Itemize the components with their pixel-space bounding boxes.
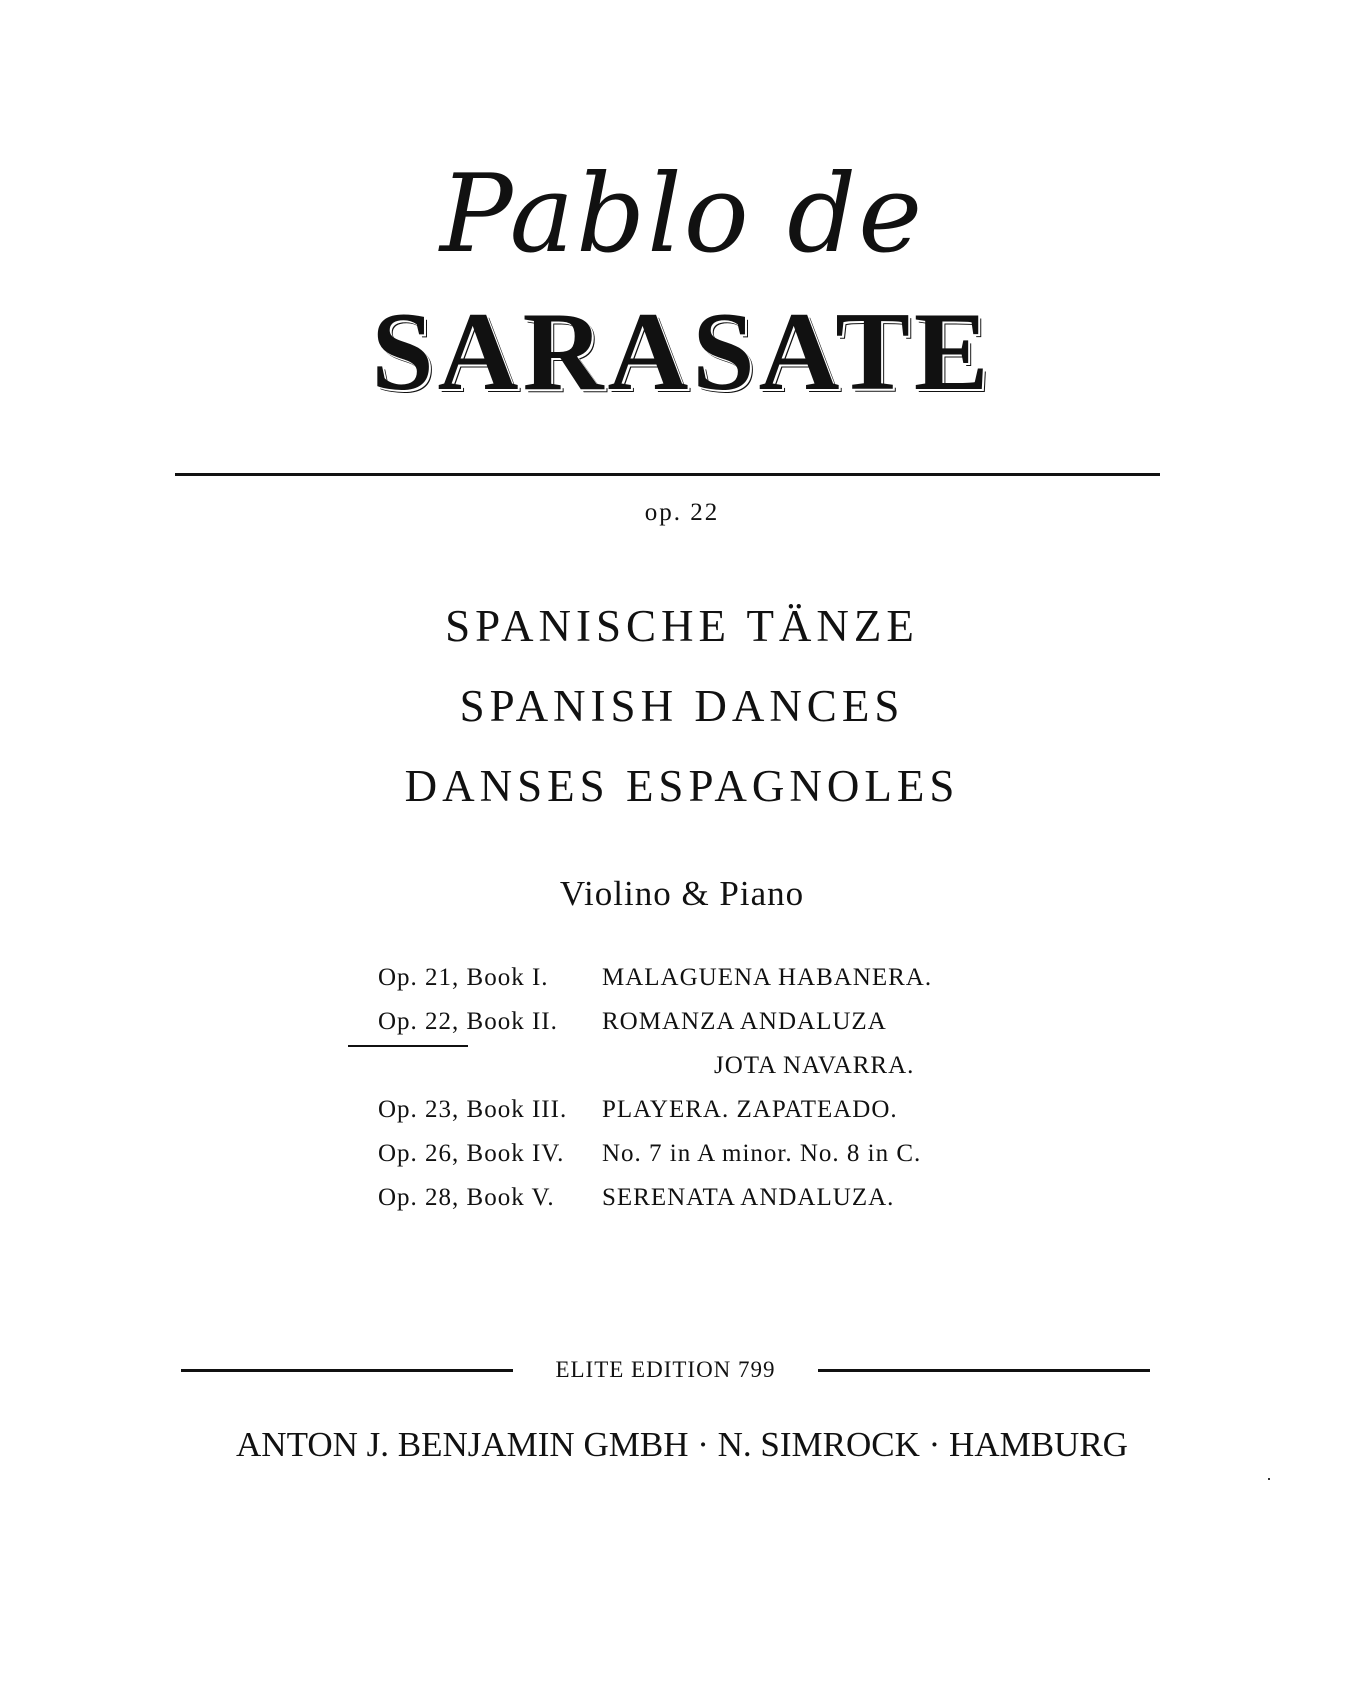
work-opus: Op. 22, Book II. <box>378 1008 558 1035</box>
work-title: No. 7 in A minor. No. 8 in C. <box>602 1140 922 1167</box>
works-list <box>0 960 1364 1210</box>
work-title: MALAGUENA HABANERA. <box>602 964 933 991</box>
work-row <box>0 1136 1364 1172</box>
current-volume-marker <box>348 1045 468 1047</box>
work-title: SERENATA ANDALUZA. <box>602 1184 895 1211</box>
instrumentation: Violino & Piano <box>559 874 805 913</box>
work-opus: Op. 28, Book V. <box>378 1184 555 1211</box>
work-row-continuation <box>0 1048 1364 1084</box>
work-title: JOTA NAVARRA. <box>714 1052 915 1079</box>
top-divider <box>175 473 1160 476</box>
work-row <box>0 1092 1364 1128</box>
work-opus: Op. 21, Book I. <box>378 964 549 991</box>
composer-last-name: SARASATE <box>371 290 993 414</box>
work-row <box>0 1180 1364 1216</box>
work-row <box>0 960 1364 996</box>
bottom-divider-right <box>818 1369 1150 1372</box>
work-title: PLAYERA. ZAPATEADO. <box>602 1096 898 1123</box>
title-german: SPANISCHE TÄNZE <box>445 601 919 651</box>
bottom-divider-left <box>181 1369 513 1372</box>
composer-first-name: Pablo de <box>439 152 925 277</box>
title-english: SPANISH DANCES <box>459 681 905 731</box>
work-row-current <box>0 1004 1364 1040</box>
scan-speck <box>1268 1478 1270 1480</box>
work-title: ROMANZA ANDALUZA <box>602 1008 887 1035</box>
publisher-imprint: ANTON J. BENJAMIN GMBH · N. SIMROCK · HAMBURG <box>236 1425 1128 1464</box>
edition-label: ELITE EDITION 799 <box>555 1357 776 1382</box>
title-french: DANSES ESPAGNOLES <box>404 761 960 811</box>
work-opus: Op. 23, Book III. <box>378 1096 568 1123</box>
opus-number: op. 22 <box>644 499 720 526</box>
work-opus: Op. 26, Book IV. <box>378 1140 565 1167</box>
